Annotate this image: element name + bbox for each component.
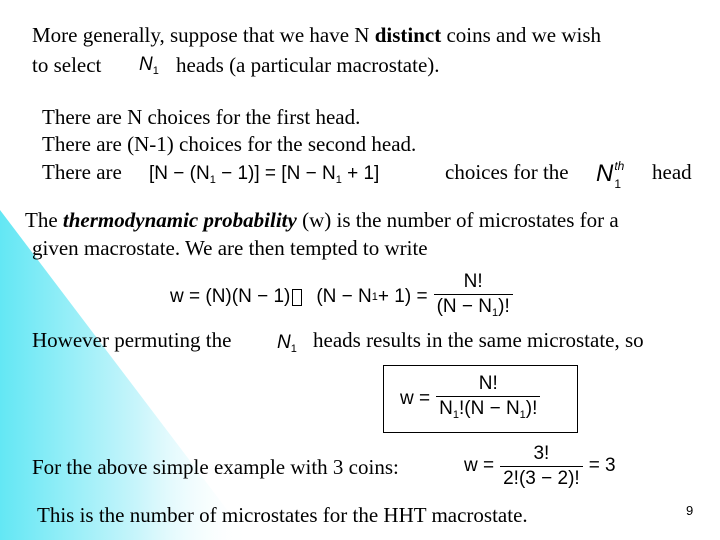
definition-line-1: The thermodynamic probability (w) is the number of microstates for a [25,208,619,232]
choice-nth-mid: choices for the [445,160,569,184]
example-label: For the above simple example with 3 coins: [32,455,399,479]
permute-prefix: However permuting the [32,328,232,352]
math-boxed-fraction: $\frac{N!}{N_1!(N - N_1)!}$ [436,373,540,426]
boxed-result-formula [383,365,578,433]
intro-line-1: More generally, suppose that we have N distinct coins and we wish [32,23,602,47]
math-boxed-w: w = $\frac{N!}{N_1!(N - N_1)!}$ [400,374,540,424]
missing-glyph-box [292,289,302,306]
conclusion-text: This is the number of microstates for the HHT macrostate. [37,503,528,527]
math-w-product-formula: w = (N)(N − 1) (N − N 1 + 1) = $\frac{N!}{(N - N_1)!}$ [170,272,513,322]
intro-line-2-suffix: heads (a particular macrostate). [176,53,440,77]
choice-nth-prefix: There are [42,160,122,184]
definition-line-2: given macrostate. We are then tempted to write [32,236,428,260]
permute-suffix: heads results in the same microstate, so [313,328,644,352]
math-N1-inline-2: $N_1$ [277,332,297,355]
math-N1-inline: $N_1$ [139,54,159,77]
choice-second-head: There are (N-1) choices for the second head. [42,132,417,156]
math-example-fraction: $\frac{3!}{2!(3 - 2)!}$ [500,443,583,490]
choice-nth-suffix: head [652,160,692,184]
math-fraction-1: $\frac{N!}{(N - N_1)!}$ [434,271,513,324]
intro-line-2-prefix: to select [32,53,102,77]
math-nth-choice-expression: $[N - (N_1 - 1)] = [N - N_1 + 1]$ [149,163,380,186]
math-N1-th: N th 1 [596,159,625,191]
math-example-formula: w = $\frac{3!}{2!(3 - 2)!}$ = 3 [464,442,616,489]
page-number: 9 [686,503,694,518]
choice-first-head: There are N choices for the first head. [42,105,361,129]
